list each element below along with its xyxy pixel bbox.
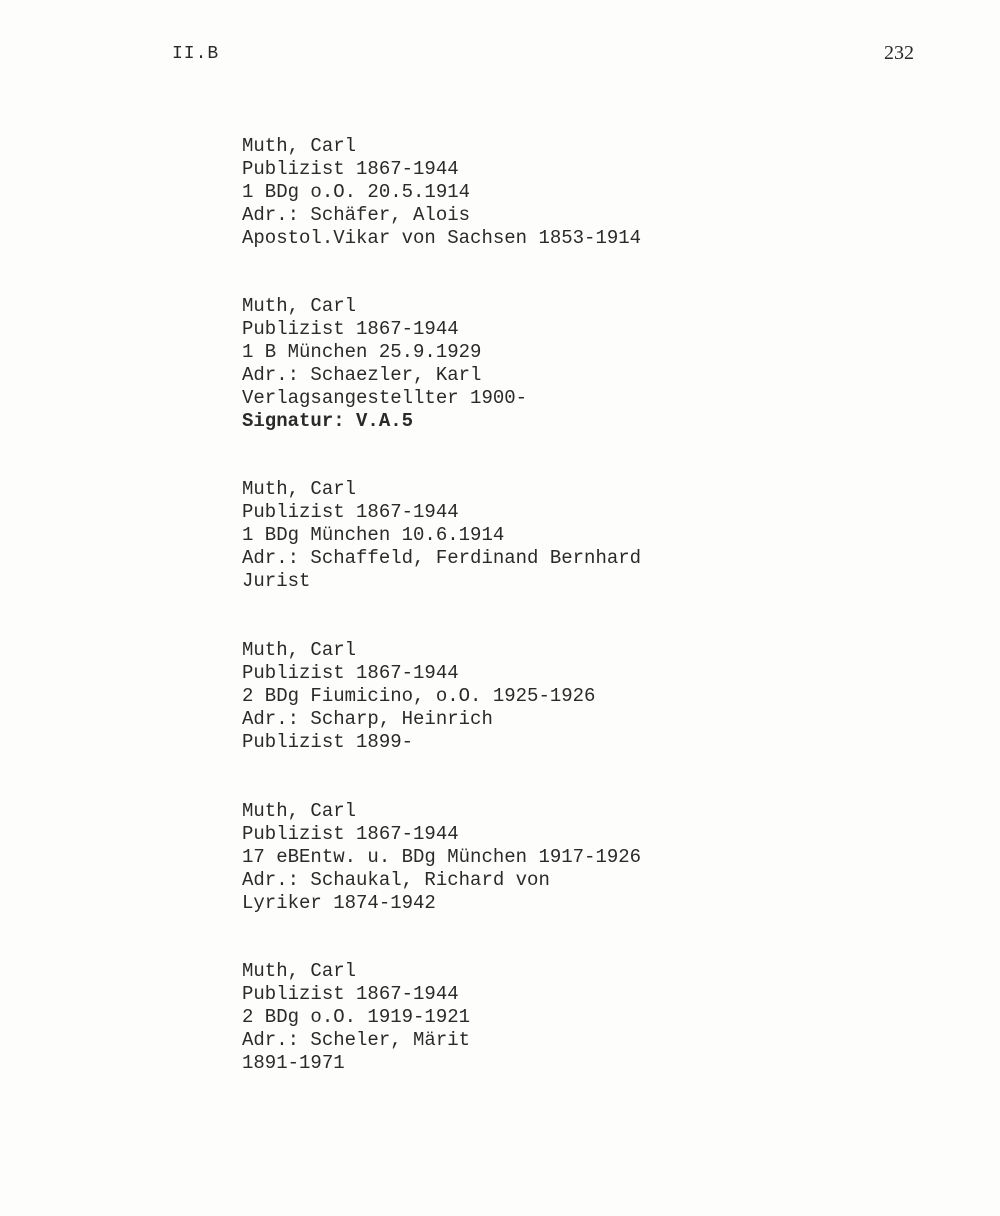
entry-addressee: Adr.: Schaffeld, Ferdinand Bernhard xyxy=(242,547,642,569)
entry-addressee-info: Lyriker 1874-1942 xyxy=(242,892,436,914)
entry-author-role: Publizist 1867-1944 xyxy=(242,662,459,684)
section-label: II.B xyxy=(172,44,220,64)
catalog-entry xyxy=(242,135,641,250)
entry-author: Muth, Carl xyxy=(242,639,357,661)
catalog-entry xyxy=(242,800,641,915)
entry-author: Muth, Carl xyxy=(242,135,357,157)
entry-signature: Signatur: V.A.5 xyxy=(242,410,414,432)
entry-author: Muth, Carl xyxy=(242,478,357,500)
entry-item: 2 BDg Fiumicino, o.O. 1925-1926 xyxy=(242,685,596,707)
catalog-entry xyxy=(242,639,595,754)
entry-author-role: Publizist 1867-1944 xyxy=(242,823,459,845)
entry-addressee: Adr.: Schäfer, Alois xyxy=(242,204,471,226)
page-number: 232 xyxy=(884,42,914,64)
entry-item: 1 B München 25.9.1929 xyxy=(242,341,482,363)
entry-item: 1 BDg München 10.6.1914 xyxy=(242,524,505,546)
entry-addressee-info: Verlagsangestellter 1900- xyxy=(242,387,528,409)
entry-author-role: Publizist 1867-1944 xyxy=(242,158,459,180)
entry-addressee-info: Jurist xyxy=(242,570,311,592)
entry-author: Muth, Carl xyxy=(242,960,357,982)
entry-author-role: Publizist 1867-1944 xyxy=(242,983,459,1005)
catalog-entry xyxy=(242,295,527,433)
entry-author: Muth, Carl xyxy=(242,800,357,822)
entry-addressee: Adr.: Scheler, Märit xyxy=(242,1029,471,1051)
entry-item: 2 BDg o.O. 1919-1921 xyxy=(242,1006,471,1028)
entry-author-role: Publizist 1867-1944 xyxy=(242,318,459,340)
entry-addressee: Adr.: Schaezler, Karl xyxy=(242,364,482,386)
entry-addressee: Adr.: Scharp, Heinrich xyxy=(242,708,493,730)
entry-addressee: Adr.: Schaukal, Richard von xyxy=(242,869,550,891)
entry-author: Muth, Carl xyxy=(242,295,357,317)
entry-item: 1 BDg o.O. 20.5.1914 xyxy=(242,181,471,203)
entry-item: 17 eBEntw. u. BDg München 1917-1926 xyxy=(242,846,642,868)
entry-addressee-info: Apostol.Vikar von Sachsen 1853-1914 xyxy=(242,227,642,249)
catalog-entry xyxy=(242,960,470,1075)
entry-addressee-info: Publizist 1899- xyxy=(242,731,414,753)
entry-addressee-info: 1891-1971 xyxy=(242,1052,345,1074)
entry-author-role: Publizist 1867-1944 xyxy=(242,501,459,523)
catalog-entry xyxy=(242,478,641,593)
